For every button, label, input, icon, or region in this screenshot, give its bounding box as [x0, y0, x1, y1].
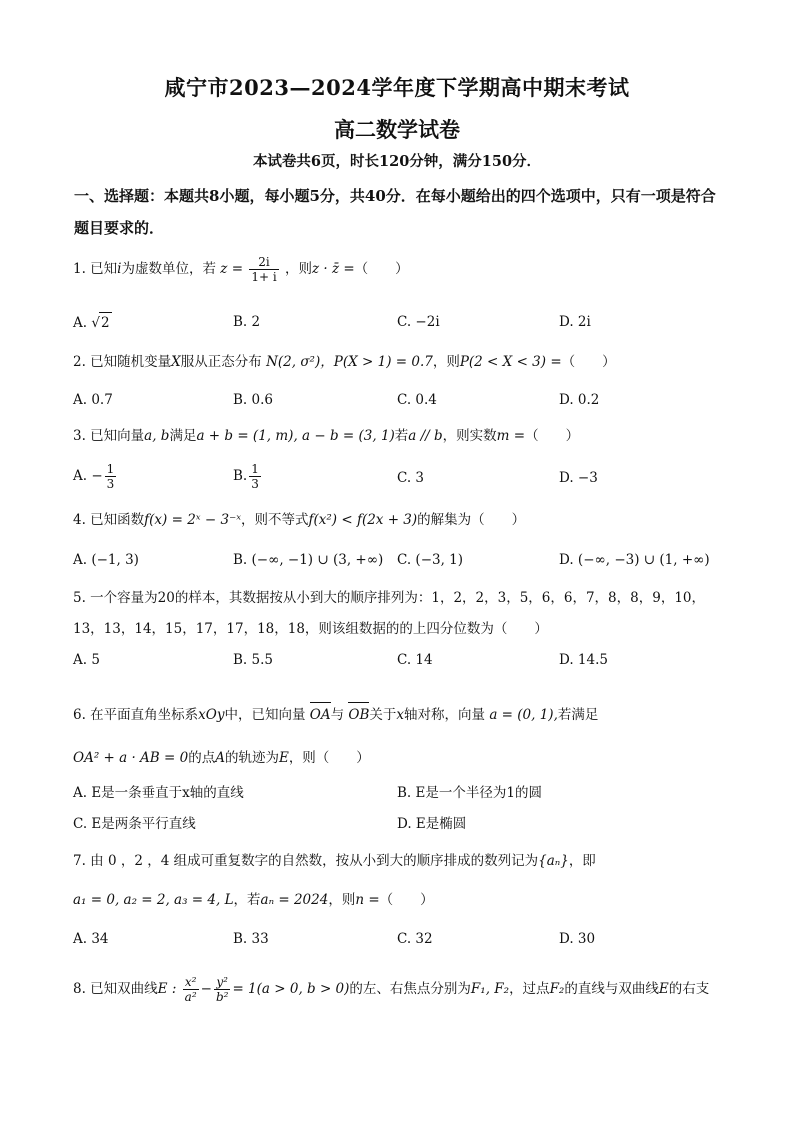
q2-option-a: A. 0.7 — [73, 392, 113, 408]
q4-option-a: A. (−1, 3) — [73, 552, 139, 568]
q7-option-a: A. 34 — [73, 931, 109, 947]
exam-subtitle: 高二数学试卷 — [334, 117, 460, 142]
q4-option-d: D. (−∞, −3) ∪ (1, +∞) — [559, 552, 710, 568]
question-6-line-1: 6. 在平面直角坐标系xOy中，已知向量 OA与 OB关于x轴对称，向量 a = (0, 1),若满足 — [73, 707, 599, 723]
q1-option-a: A. √2 — [73, 312, 112, 333]
q7-option-b: B. 33 — [233, 931, 269, 947]
question-5-line-1: 5. 一个容量为20的样本，其数据按从小到大的顺序排列为：1，2，2，3，5，6，6，7，8，8，9，10， — [73, 590, 706, 606]
q5-option-b: B. 5.5 — [233, 652, 273, 668]
q2-option-b: B. 0.6 — [233, 392, 273, 408]
q3-option-b: B. $\frac{1}{3}$ — [233, 462, 259, 491]
q5-option-d: D. 14.5 — [559, 652, 608, 668]
q2-option-d: D. 0.2 — [559, 392, 600, 408]
question-1: 1. 已知i为虚数单位，若 z = $\frac{2i}{1+ i}$ ，则z · z̄ =（ ） — [73, 255, 409, 284]
question-5-line-2: 13，13，14，15，17，17，18，18，则该组数据的的上四分位数为（ ） — [73, 621, 548, 637]
q5-option-a: A. 5 — [73, 652, 100, 668]
section-heading: 一、选择题：本题共8小题，每小题5分，共40分．在每小题给出的四个选项中，只有一项是符合题目要求的． — [74, 187, 716, 237]
q5-option-c: C. 14 — [397, 652, 433, 668]
q4-option-c: C. (−3, 1) — [397, 552, 464, 568]
exam-title: 咸宁市2023—2024学年度下学期高中期末考试 — [164, 75, 630, 100]
q4-option-b: B. (−∞, −1) ∪ (3, +∞) — [233, 552, 384, 568]
q2-option-c: C. 0.4 — [397, 392, 437, 408]
q6-option-c: C. E是两条平行直线 — [73, 816, 196, 832]
q7-option-d: D. 30 — [559, 931, 596, 947]
q7-option-c: C. 32 — [397, 931, 433, 947]
q1-option-b: B. 2 — [233, 314, 261, 330]
q3-option-d: D. −3 — [559, 470, 598, 486]
q3-option-a: A. − $\frac{1}{3}$ — [73, 462, 115, 491]
q6-option-b: B. E是一个半径为1的圆 — [397, 785, 542, 801]
q3-option-c: C. 3 — [397, 470, 425, 486]
question-7-line-1: 7. 由 0 ，2 ，4 组成可重复数字的自然数，按从小到大的顺序排成的数列记为{aₙ}，即 — [73, 853, 596, 869]
q1-option-d: D. 2i — [559, 314, 591, 330]
q6-option-d: D. E是椭圆 — [397, 816, 467, 832]
q1-option-c: C. −2i — [397, 314, 440, 330]
question-4: 4. 已知函数f(x) = 2ˣ − 3⁻ˣ，则不等式f(x²) < f(2x + 3)的解集为（ ） — [73, 512, 526, 528]
question-8: 8. 已知双曲线E : $\frac{\text{x²}}{\text{a²}}$ − $\frac{\text{y²}}{\text{b²}}$ = 1(a > 0, b > 0)的左、右焦点分别为F₁, F₂，过点F₂的直线与双曲线E的右支 — [73, 975, 710, 1004]
q6-option-a: A. E是一条垂直于x轴的直线 — [73, 785, 244, 801]
exam-note: 本试卷共6页，时长120分钟，满分150分． — [252, 153, 542, 170]
question-3: 3. 已知向量a, b满足a + b = (1, m), a − b = (3, 1)若a // b，则实数m =（ ） — [73, 428, 580, 444]
question-2: 2. 已知随机变量X服从正态分布 N(2, σ²)，P(X > 1) = 0.7，则P(2 < X < 3) =（ ） — [73, 354, 616, 370]
question-6-line-2: OA² + a · AB = 0的点A的轨迹为E，则（ ） — [73, 750, 370, 766]
question-7-line-2: a₁ = 0, a₂ = 2, a₃ = 4, L，若aₙ = 2024，则n =（ ） — [73, 892, 434, 908]
fraction: $\frac{2i}{1+ i}$ — [251, 255, 277, 284]
